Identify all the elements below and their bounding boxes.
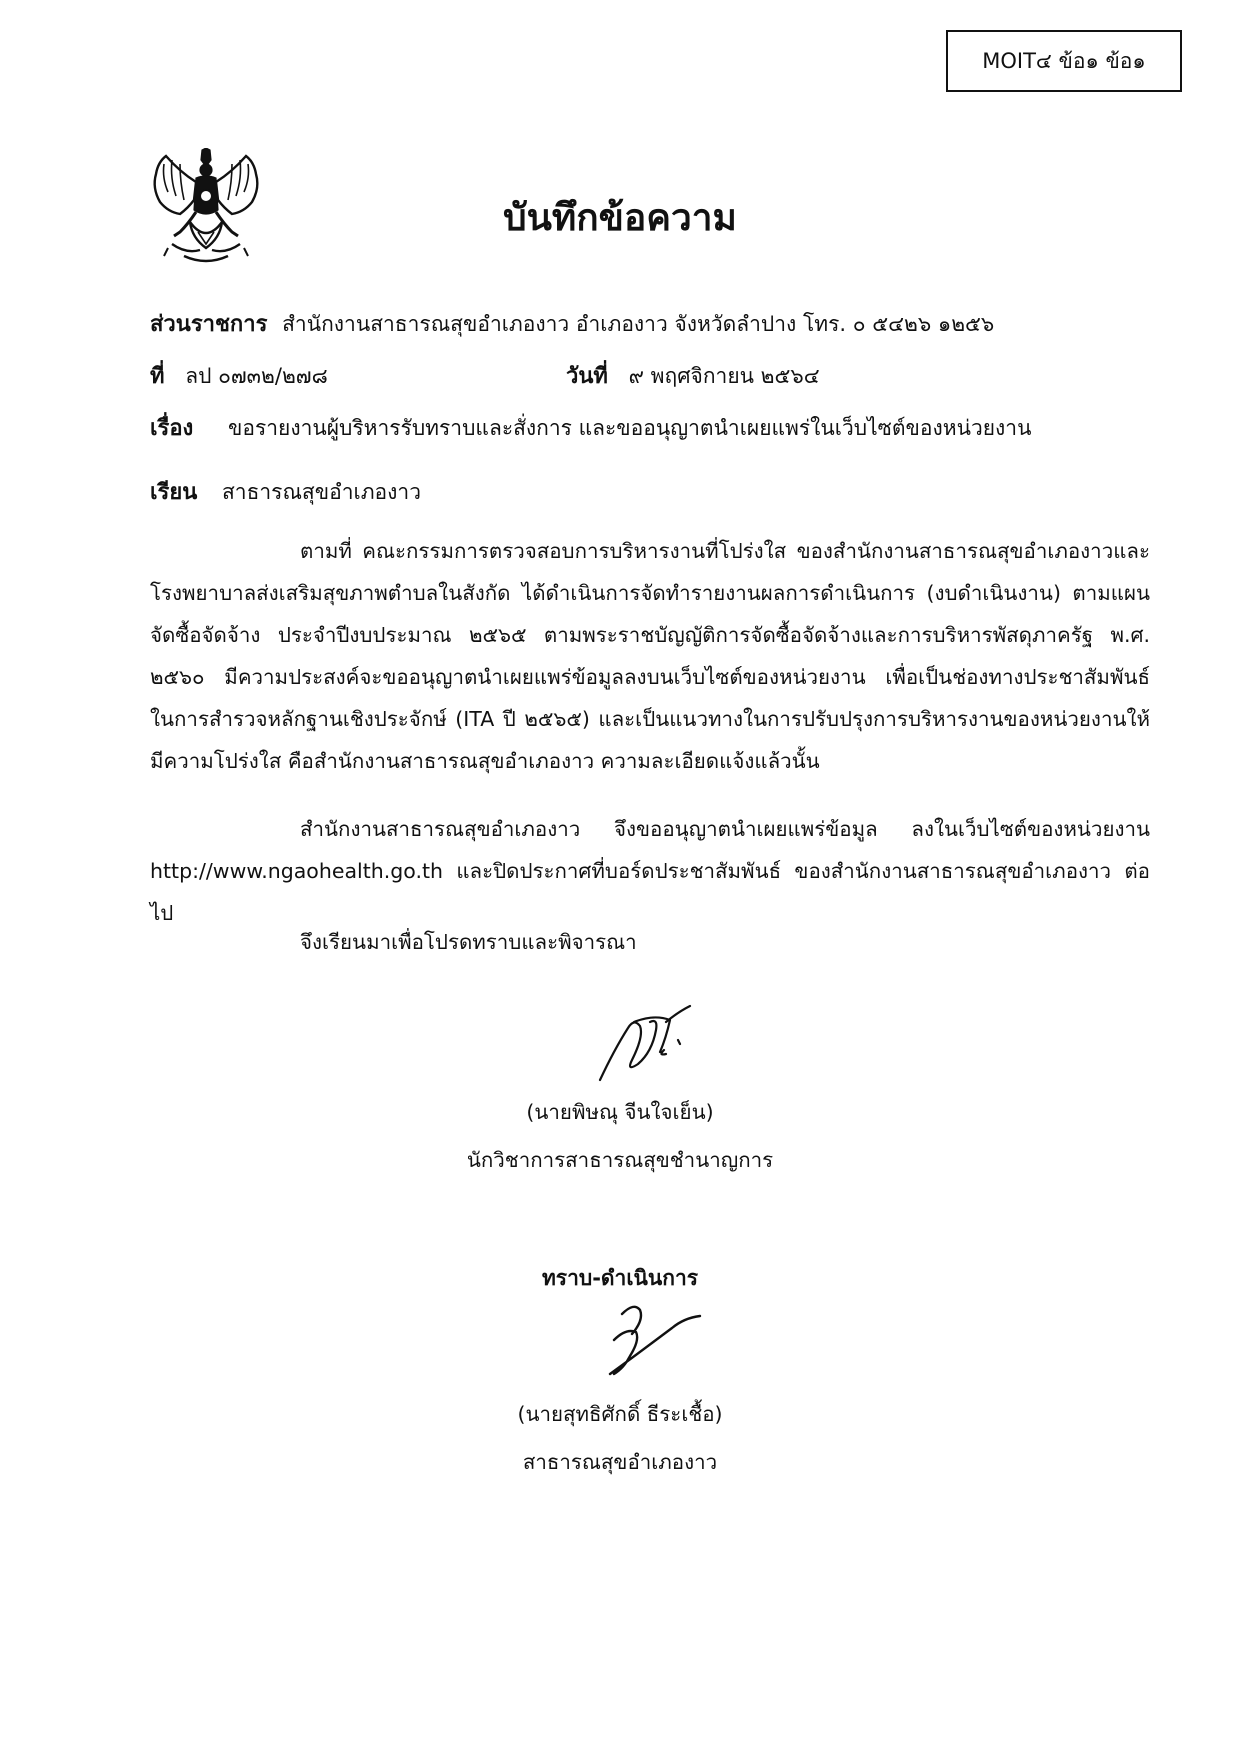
approver-name: (นายสุทธิศักดิ์ ธีระเชื้อ)	[517, 1402, 723, 1426]
signatory-1-name: (นายพิษณุ จีนใจเย็น)	[526, 1100, 714, 1124]
approver-position: สาธารณสุขอำเภองาว	[522, 1450, 718, 1474]
to-row	[150, 474, 421, 509]
body-paragraph-2: สำนักงานสาธารณสุขอำเภองาว จึงขออนุญาตนำเผยแพร่ข้อมูล ลงในเว็บไซต์ของหน่วยงาน http://www.ngaohealth.go.th และปิดประกาศที่บอร์ดประชาสัมพันธ์ ของสำนักงานสาธารณสุขอำเภองาว ต่อไป	[150, 817, 1150, 925]
signature-2-image	[600, 1298, 710, 1378]
to-value: สาธารณสุขอำเภองาว	[221, 480, 421, 504]
document-code-box	[946, 30, 1182, 92]
signatory-1-position: นักวิชาการสาธารณสุขชำนาญการ	[466, 1148, 774, 1172]
signature-1-image	[594, 1000, 704, 1086]
document-code: MOIT๔ ข้อ๑ ข้อ๑	[982, 48, 1146, 73]
agency-label: ส่วนราชการ	[150, 312, 268, 337]
subject-label: เรื่อง	[150, 416, 194, 441]
date-label: วันที่	[566, 364, 608, 389]
closing-line: จึงเรียนมาเพื่อโปรดทราบและพิจารณา	[300, 930, 637, 954]
to-label: เรียน	[150, 480, 198, 505]
agency-value: สำนักงานสาธารณสุขอำเภองาว อำเภองาว จังหวัดลำปาง โทร. ๐ ๕๔๒๖ ๑๒๕๖	[282, 312, 995, 336]
subject-row	[150, 410, 1031, 445]
approval-label: ทราบ-ดำเนินการ	[541, 1266, 699, 1290]
ref-value: ลป ๐๗๓๒/๒๗๘	[185, 364, 328, 388]
subject-value: ขอรายงานผู้บริหารรับทราบและสั่งการ และขออนุญาตนำเผยแพร่ในเว็บไซต์ของหน่วยงาน	[227, 416, 1032, 440]
date-row	[566, 358, 820, 393]
body-paragraph-1: ตามที่ คณะกรรมการตรวจสอบการบริหารงานที่โปร่งใส ของสำนักงานสาธารณสุขอำเภองาวและโรงพยาบาลส่งเสริมสุขภาพตำบลในสังกัด ได้ดำเนินการจัดทำรายงานผลการดำเนินการ (งบดำเนินงาน) ตามแผนจัดซื้อจัดจ้าง ประจำปีงบประมาณ ๒๕๖๕ ตามพระราชบัญญัติการจัดซื้อจัดจ้างและการบริหารพัสดุภาครัฐ พ.ศ. ๒๕๖๐ มีความประสงค์จะขออนุญาตนำเผยแพร่ข้อมูลลงบนเว็บไซต์ของหน่วยงาน เพื่อเป็นช่องทางประชาสัมพันธ์ ในการสำรวจหลักฐานเชิงประจักษ์ (ITA ปี ๒๕๖๕) และเป็นแนวทางในการปรับปรุงการบริหารงานของหน่วยงานให้มีความโปร่งใส คือสำนักงานสาธารณสุขอำเภองาว ความละเอียดแจ้งแล้วนั้น	[150, 539, 1150, 773]
ref-row	[150, 358, 328, 393]
ref-label: ที่	[150, 364, 165, 389]
agency-row	[150, 306, 994, 341]
memo-title: บันทึกข้อความ	[503, 196, 737, 239]
date-value: ๙ พฤศจิกายน ๒๕๖๔	[628, 364, 820, 388]
